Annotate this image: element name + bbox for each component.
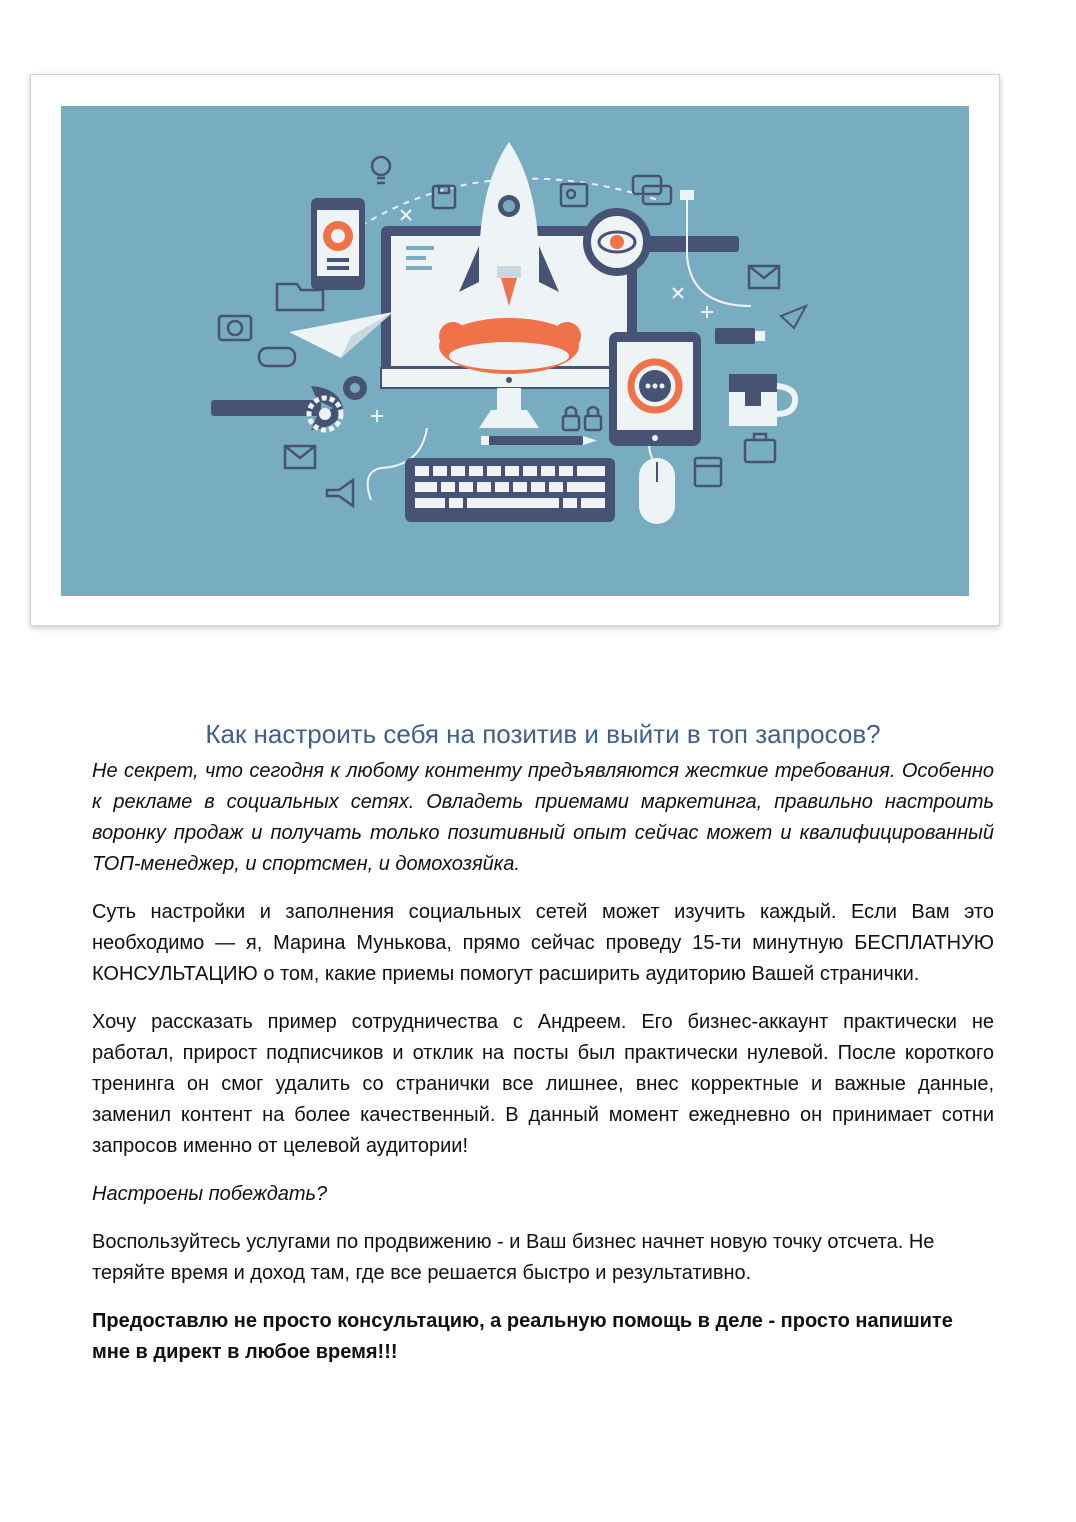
wrench-icon (211, 386, 343, 430)
article-intro: Не секрет, что сегодня к любому контенту предъявляются жесткие требования. Особенно к рекламе в социальных сетях. Овладеть приемами маркетинга, правильно настроить воронку продаж и получать только позитивный опыт сейчас может и квалифицированный ТОП-менеджер, и спортсмен, и домохозяйка. (92, 760, 994, 875)
rocket-icon (459, 142, 559, 306)
mug-icon (729, 374, 795, 426)
badge-icon (561, 184, 587, 206)
article-paragraph-1: Суть настройки и заполнения социальных сетей может изучить каждый. Если Вам это необходимо — я, Марина Мунькова, прямо сейчас проведу 15-ти минутную БЕСПЛАТНУЮ КОНСУЛЬТАЦИЮ о том, какие приемы помогут расширить аудиторию Вашей странички. (92, 901, 994, 985)
floppy-icon (433, 186, 455, 208)
article-title: Как настроить себя на позитив и выйти в топ запросов? (205, 719, 881, 749)
illustration-frame (30, 74, 1000, 626)
article-paragraph-3: Воспользуйтесь услугами по продвижению - и Ваш бизнес начнет новую точку отсчета. Не теряйте время и доход там, где все решается быстро и результативно. (92, 1231, 935, 1284)
marketing-illustration (61, 106, 969, 596)
lock-icon (563, 407, 601, 430)
call-to-action: Предоставлю не просто консультацию, а реальную помощь в деле - просто напишите мне в директ в любое время!!! (92, 1310, 953, 1363)
tablet-icon (609, 332, 701, 446)
calendar-icon (695, 458, 721, 486)
gamepad-icon (259, 348, 295, 366)
lightbulb-icon (372, 157, 390, 183)
envelope-small-icon (285, 446, 315, 468)
camera-icon (219, 316, 251, 340)
briefcase-icon (745, 434, 775, 462)
megaphone-icon (327, 480, 353, 506)
article-question: Настроены побеждать? (92, 1183, 328, 1205)
pen-icon (481, 436, 597, 445)
smartphone-icon (311, 198, 365, 290)
article-paragraph-2: Хочу рассказать пример сотрудничества с Андреем. Его бизнес-аккаунт практически не работал, прирост подписчиков и отклик на посты был практически нулевой. После короткого тренинга он смог удалить со странички все лишнее, внес корректные и важные данные, заменил контент на более качественный. В данный момент ежедневно он принимает сотни запросов именно от целевой аудитории! (92, 1011, 994, 1157)
keyboard-icon (405, 458, 615, 522)
magnifier-icon (587, 212, 739, 272)
paper-plane-small-icon (781, 306, 806, 328)
envelope-icon (749, 266, 779, 288)
sparkle-icon (371, 410, 383, 422)
chat-icon (633, 176, 671, 204)
paper-plane-icon (289, 312, 393, 358)
article-body (92, 756, 994, 1385)
mouse-icon (639, 458, 675, 524)
usb-drive-icon (715, 328, 765, 344)
